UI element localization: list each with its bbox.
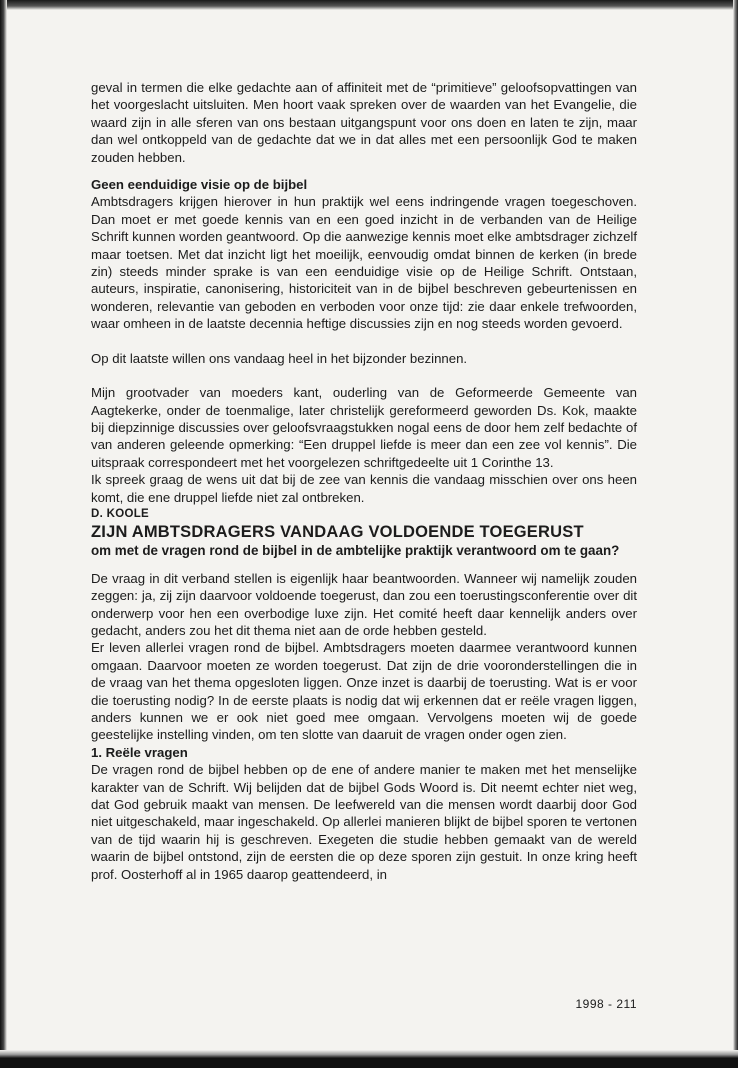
- paragraph: De vragen rond de bijbel hebben op de ene of andere manier te maken met het menselijke karakter van de Schrift. Wij belijden dat de bijbel Gods Woord is. Dit neemt echter niet weg, dat God gebruik maakt van mensen. De leefwereld van die mensen wordt daarbij door God niet uitgeschakeld, maar ingeschakeld. Op allerlei manieren blijkt de bijbel sporen te vertonen van de tijd waarin hij is geschreven. Exegeten die studie hebben gemaakt van de wereld waarin de bijbel ontstond, zijn de eersten die op deze sporen zijn gestuit. In onze kring heeft prof. Oosterhoff al in 1965 daarop geattendeerd, in: [91, 762, 637, 882]
- paragraph: Ambtsdragers krijgen hierover in hun praktijk wel eens indringende vragen toegeschoven. Dan moet er met goede kennis van en een goed inzicht in de verbanden van de Heilige Schrift kunnen worden geantwoord. Op die aanwezige kennis moet elke ambtsdrager zichzelf maar toetsen. Met dat inzicht ligt het moeilijk, eenvoudig omdat binnen de kerken (in brede zin) steeds minder sprake is van een eenduidige visie op de Heilige Schrift. Ontstaan, auteurs, inspiratie, canonisering, historiciteit van in de bijbel beschreven gebeurtenissen en wonderen, relevantie van geboden en verboden voor onze tijd: zie daar enkele trefwoorden, waar omheen in de laatste decennia heftige discussies zijn en nog steeds worden gevoerd.: [91, 194, 637, 332]
- text-column: [91, 79, 637, 883]
- scan-edge-right: [733, 0, 738, 1068]
- paragraph-intro: geval in termen die elke gedachte aan of affiniteit met de “primitieve” geloofsopvattingen van het voorgeslacht uitsluiten. Men hoort vaak spreken over de waarden van het Evangelie, die waard zijn in alle sferen van ons bestaan uitgangspunt voor ons doen en laten te zijn, maar dan wel ontkoppeld van de gedachte dat we in dat alles met een persoonlijk God te maken zouden hebben.: [91, 80, 637, 165]
- paragraph: Ik spreek graag de wens uit dat bij de zee van kennis die vandaag misschien over ons heen komt, die ene druppel liefde niet zal ontbreken.: [91, 472, 637, 505]
- paragraph: Er leven allerlei vragen rond de bijbel. Ambtsdragers moeten daarmee verantwoord kunnen omgaan. Daarvoor moeten ze worden toegerust. Dat zijn de drie vooronderstellingen die in de vraag van het thema opgesloten liggen. Onze inzet is daarbij de toerusting. Wat is er voor die toerusting nodig? In de eerste plaats is nodig dat wij erkennen dat er reële vragen liggen, anders kunnen we er ook niet goed mee omgaan. Vervolgens moeten wij de goede geestelijke instelling vinden, om ten slotte van daaruit de vragen onder ogen zien.: [91, 640, 637, 743]
- article-subtitle: om met de vragen rond de bijbel in de ambtelijke praktijk verantwoord om te gaan?: [91, 543, 620, 559]
- scan-edge-top: [0, 0, 738, 10]
- section-heading: Geen eenduidige visie op de bijbel: [91, 177, 308, 193]
- paragraph: Mijn grootvader van moeders kant, ouderling van de Geformeerde Gemeente van Aagtekerke, onder de toenmalige, later christelijk gereformeerd geworden Ds. Kok, maakte bij diepzinnige discussies over geloofsvraagstukken nogal eens de door hem zelf bedachte of van anderen geleende opmerking: “Een druppel liefde is meer dan een zee vol kennis”. Die uitspraak correspondeert met het voorgelezen schriftgedeelte uit 1 Corinthe 13.: [91, 385, 637, 470]
- scan-edge-bottom: [0, 1050, 738, 1068]
- paragraph: Op dit laatste willen ons vandaag heel in het bijzonder bezinnen.: [91, 350, 468, 366]
- author-signature: D. KOOLE: [91, 507, 149, 520]
- article-title: ZIJN AMBTSDRAGERS VANDAAG VOLDOENDE TOEGERUST: [91, 523, 584, 542]
- page-number: 1998 - 211: [575, 997, 637, 1011]
- scan-edge-left: [0, 0, 7, 1068]
- paragraph: De vraag in dit verband stellen is eigenlijk haar beantwoorden. Wanneer wij namelijk zouden zeggen: ja, zij zijn daarvoor voldoende toegerust, dan zou een toerustingsconferentie over dit onderwerp voor hen een overbodige luxe zijn. Het comité heeft daar kennelijk anders over gedacht, anders zou het dit thema niet aan de orde hebben gesteld.: [91, 570, 637, 638]
- section-heading: 1. Reële vragen: [91, 744, 188, 760]
